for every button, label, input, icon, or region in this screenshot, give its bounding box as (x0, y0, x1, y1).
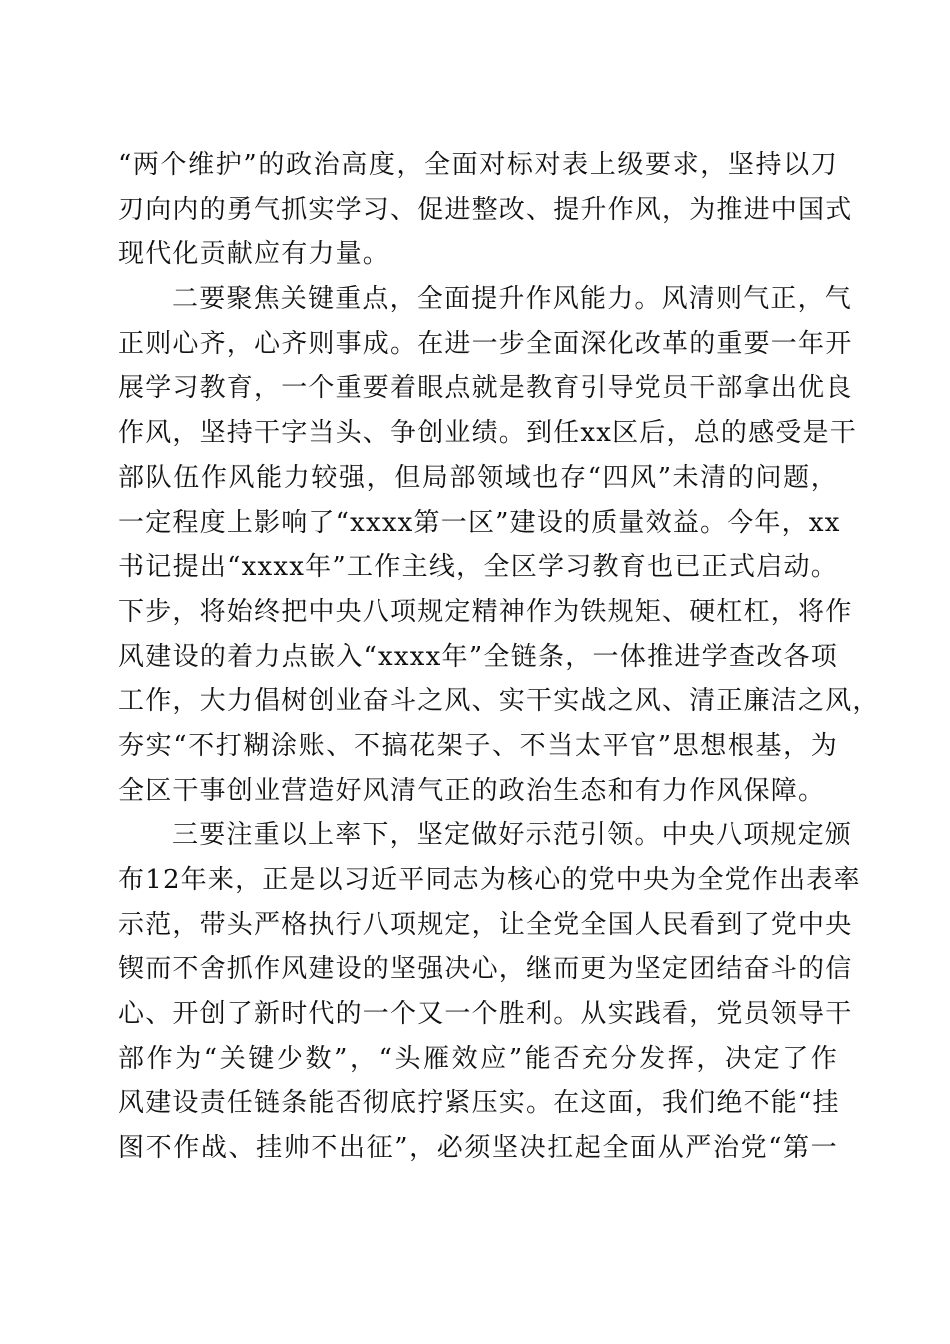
text-line: 夯实“不打糊涂账、不搞花架子、不当太平官”思想根基，为 (118, 730, 838, 761)
text-line: 图不作战、挂帅不出征”，必须坚决扛起全面从严治党“第一 (118, 1133, 838, 1164)
text-line: 全区干事创业营造好风清气正的政治生态和有力作风保障。 (118, 775, 826, 806)
text-line: “两个维护”的政治高度，全面对标对表上级要求，坚持以刀 (118, 150, 838, 180)
text-line: 下步，将始终把中央八项规定精神作为铁规矩、硬杠杠，将作 (118, 596, 853, 627)
text-line: 布12年来，正是以习近平同志为核心的党中央为全党作出表率 (118, 865, 861, 895)
text-line: 锲而不舍抓作风建设的坚强决心，继而更为坚定团结奋斗的信 (118, 954, 853, 985)
text-line: 心、开创了新时代的一个又一个胜利。从实践看，党员领导干 (118, 999, 853, 1030)
text-line: 书记提出“xxxx年”工作主线，全区学习教育也已正式启动。 (118, 552, 838, 583)
paragraph (118, 277, 880, 813)
document-body (118, 143, 880, 1171)
text-line: 工作，大力倡树创业奋斗之风、实干实战之风、清正廉洁之风， (118, 686, 880, 717)
text-line: 风建设责任链条能否彻底拧紧压实。在这面，我们绝不能“挂 (118, 1088, 840, 1119)
text-line: 作风，坚持干字当头、争创业绩。到任xx区后，总的感受是干 (118, 418, 857, 449)
text-line: 刃向内的勇气抓实学习、促进整改、提升作风，为推进中国式 (118, 194, 853, 225)
text-line: 部作为“关键少数”，“头雁效应”能否充分发挥，决定了作 (118, 1043, 838, 1074)
text-line: 部队伍作风能力较强，但局部领域也存“四风”未清的问题， (118, 462, 838, 493)
text-line: 展学习教育，一个重要着眼点就是教育引导党员干部拿出优良 (118, 373, 853, 404)
text-line: 现代化贡献应有力量。 (118, 239, 391, 270)
paragraph (118, 813, 861, 1171)
text-line: 正则心齐，心齐则事成。在进一步全面深化改革的重要一年开 (118, 328, 853, 359)
text-line: 风建设的着力点嵌入“xxxx年”全链条，一体推进学查改各项 (118, 641, 838, 672)
text-line: 一定程度上影响了“xxxx第一区”建设的质量效益。今年，xx (118, 507, 841, 538)
text-line: 二要聚焦关键重点，全面提升作风能力。风清则气正，气 (172, 284, 853, 315)
text-line: 三要注重以上率下，坚定做好示范引领。中央八项规定颁 (172, 820, 853, 851)
text-line: 示范，带头严格执行八项规定，让全党全国人民看到了党中央 (118, 909, 853, 940)
paragraph (118, 143, 853, 277)
